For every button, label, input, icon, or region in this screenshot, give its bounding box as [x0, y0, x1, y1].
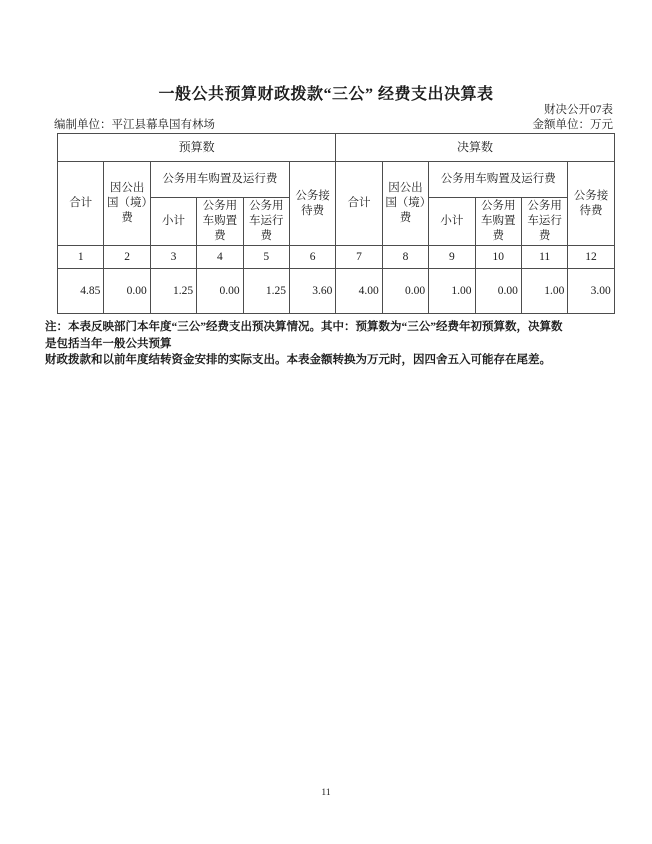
- header-final-subtotal: 小计: [429, 198, 475, 246]
- col-number: 9: [429, 246, 475, 269]
- page-title: 一般公共预算财政拨款“三公” 经费支出决算表: [158, 86, 494, 103]
- header-final-total: 合计: [336, 162, 382, 246]
- group-header-final: 决算数: [336, 134, 614, 162]
- meta-row: [54, 116, 613, 132]
- col-number: 11: [521, 246, 567, 269]
- value-cell: 4.00: [336, 269, 382, 314]
- amount-unit-label: 金额单位：万元: [532, 118, 613, 131]
- footnote-line: 是包括当年一般公共预算: [45, 337, 172, 350]
- value-cell: 1.25: [243, 269, 289, 314]
- value-cell: 3.60: [289, 269, 335, 314]
- header-final-vehicle-group: 公务用车购置及运行费: [429, 162, 568, 198]
- header-budget-subtotal: 小计: [150, 198, 196, 246]
- header-row-upper: [58, 162, 615, 198]
- header-final-reception: 公务接待费: [568, 162, 614, 246]
- header-budget-total: 合计: [58, 162, 104, 246]
- value-cell: 0.00: [197, 269, 243, 314]
- footnote-line: 注：本表反映部门本年度“三公”经费支出预决算情况。其中：预算数为“三公”经费年初预算数，决算数: [45, 321, 563, 333]
- doc-code-label: 财决公开07表: [544, 104, 613, 116]
- header-final-abroad: 因公出国（境）费: [382, 162, 428, 246]
- col-number: 1: [58, 246, 104, 269]
- value-cell: 1.25: [150, 269, 196, 314]
- col-number: 2: [104, 246, 150, 269]
- footnotes: [45, 319, 619, 369]
- header-budget-vehicle-group: 公务用车购置及运行费: [150, 162, 289, 198]
- header-budget-purchase: 公务用车购置费: [197, 198, 243, 246]
- value-cell: 0.00: [475, 269, 521, 314]
- header-budget-reception: 公务接待费: [289, 162, 335, 246]
- column-number-row: [58, 246, 615, 269]
- header-final-operation: 公务用车运行费: [521, 198, 567, 246]
- header-budget-abroad: 因公出国（境）费: [104, 162, 150, 246]
- col-number: 3: [150, 246, 196, 269]
- col-number: 8: [382, 246, 428, 269]
- value-cell: 0.00: [382, 269, 428, 314]
- group-header-budget: 预算数: [58, 134, 336, 162]
- group-header-row: [58, 134, 615, 162]
- value-cell: 3.00: [568, 269, 614, 314]
- value-cell: 4.85: [58, 269, 104, 314]
- value-cell: 1.00: [521, 269, 567, 314]
- prepared-by-label: 编制单位：平江县幕阜国有林场: [54, 118, 215, 131]
- col-number: 4: [197, 246, 243, 269]
- expense-table: [57, 133, 615, 314]
- col-number: 12: [568, 246, 614, 269]
- value-row: [58, 269, 615, 314]
- col-number: 6: [289, 246, 335, 269]
- col-number: 10: [475, 246, 521, 269]
- col-number: 7: [336, 246, 382, 269]
- header-budget-operation: 公务用车运行费: [243, 198, 289, 246]
- value-cell: 1.00: [429, 269, 475, 314]
- col-number: 5: [243, 246, 289, 269]
- header-final-purchase: 公务用车购置费: [475, 198, 521, 246]
- footnote-line: 财政拨款和以前年度结转资金安排的实际支出。本表金额转换为万元时，因四舍五入可能存在尾差。: [45, 354, 551, 366]
- page-number: 11: [321, 788, 331, 798]
- value-cell: 0.00: [104, 269, 150, 314]
